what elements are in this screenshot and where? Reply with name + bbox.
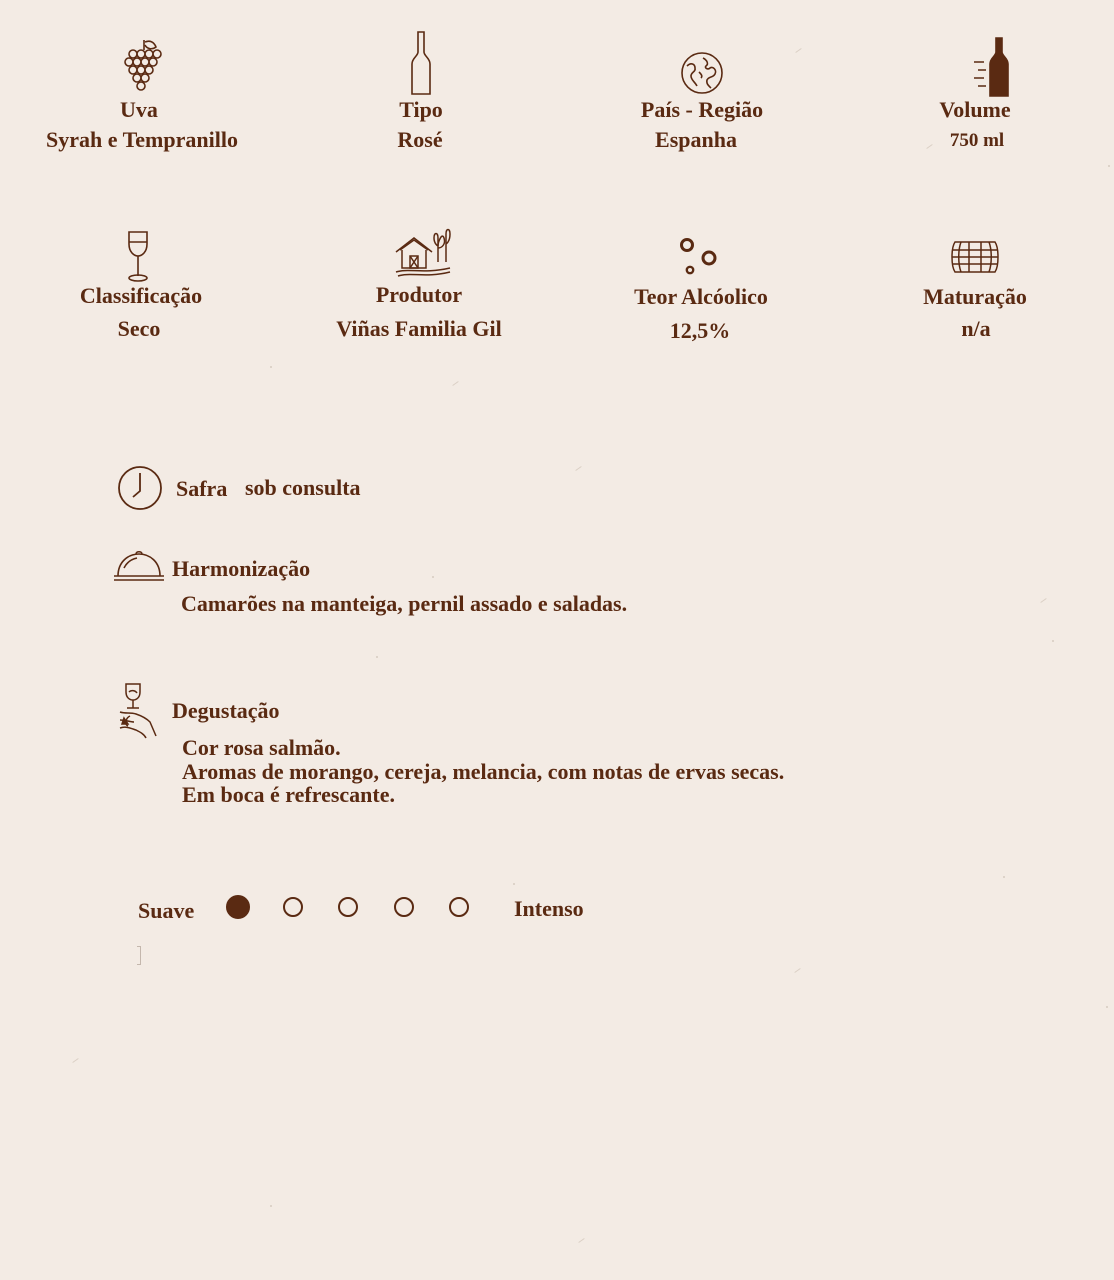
spec-label: Classificação xyxy=(79,283,203,308)
safra-row xyxy=(116,464,416,514)
spec-value: Espanha xyxy=(655,127,737,152)
spec-value: 12,5% xyxy=(669,318,731,343)
intensity-scale xyxy=(130,890,610,930)
spec-value: Viñas Familia Gil xyxy=(336,316,502,341)
spec-classificacao xyxy=(66,230,216,350)
degustacao-label: Degustação xyxy=(172,698,280,723)
tasting-hand-icon xyxy=(116,680,162,740)
spec-label: Tipo xyxy=(399,97,443,122)
bottle-outline-icon xyxy=(410,30,432,96)
intensity-dot xyxy=(283,897,303,917)
spec-pais xyxy=(612,48,792,168)
globe-icon xyxy=(679,50,725,96)
cloche-icon xyxy=(112,548,166,582)
spec-value: 750 ml xyxy=(949,130,1005,151)
text-caret xyxy=(137,946,141,965)
degustacao-line: Em boca é refrescante. xyxy=(182,782,396,807)
spec-label: Maturação xyxy=(923,284,1027,309)
wine-glass-icon xyxy=(125,230,151,284)
grapes-icon xyxy=(122,38,164,96)
intensity-dot xyxy=(394,897,414,917)
spec-uva xyxy=(34,36,252,166)
bottle-volume-icon xyxy=(972,36,1012,98)
clock-icon xyxy=(116,464,164,512)
spec-value: Seco xyxy=(117,316,161,341)
bubbles-icon xyxy=(678,236,720,278)
spec-maturacao xyxy=(905,236,1045,348)
spec-volume xyxy=(905,36,1045,160)
spec-label: Uva xyxy=(120,97,158,122)
degustacao-line: Cor rosa salmão. xyxy=(182,735,341,760)
degustacao-section xyxy=(116,678,836,818)
intensity-dot xyxy=(338,897,358,917)
harmonizacao-label: Harmonização xyxy=(172,556,311,581)
spec-value: Syrah e Tempranillo xyxy=(46,127,238,152)
spec-produtor xyxy=(319,228,519,348)
spec-value: n/a xyxy=(961,316,991,341)
safra-value: sob consulta xyxy=(245,475,361,500)
spec-teor xyxy=(616,236,786,348)
intensity-dot xyxy=(449,897,469,917)
spec-label: Produtor xyxy=(375,282,463,307)
degustacao-line: Aromas de morango, cereja, melancia, com notas de ervas secas. xyxy=(182,759,785,784)
intensity-left-label: Suave xyxy=(138,898,195,923)
spec-label: Teor Alcóolico xyxy=(634,284,768,309)
spec-label: Volume xyxy=(939,97,1011,122)
harmonizacao-text: Camarões na manteiga, pernil assado e saladas. xyxy=(181,591,628,616)
intensity-right-label: Intenso xyxy=(514,896,584,921)
spec-label: País - Região xyxy=(640,97,764,122)
spec-tipo xyxy=(341,30,501,160)
spec-value: Rosé xyxy=(397,127,443,152)
safra-label: Safra xyxy=(176,476,228,501)
harmonizacao-section xyxy=(112,546,672,626)
farm-icon xyxy=(394,228,452,278)
barrel-icon xyxy=(949,238,1001,276)
intensity-dot xyxy=(226,895,250,919)
